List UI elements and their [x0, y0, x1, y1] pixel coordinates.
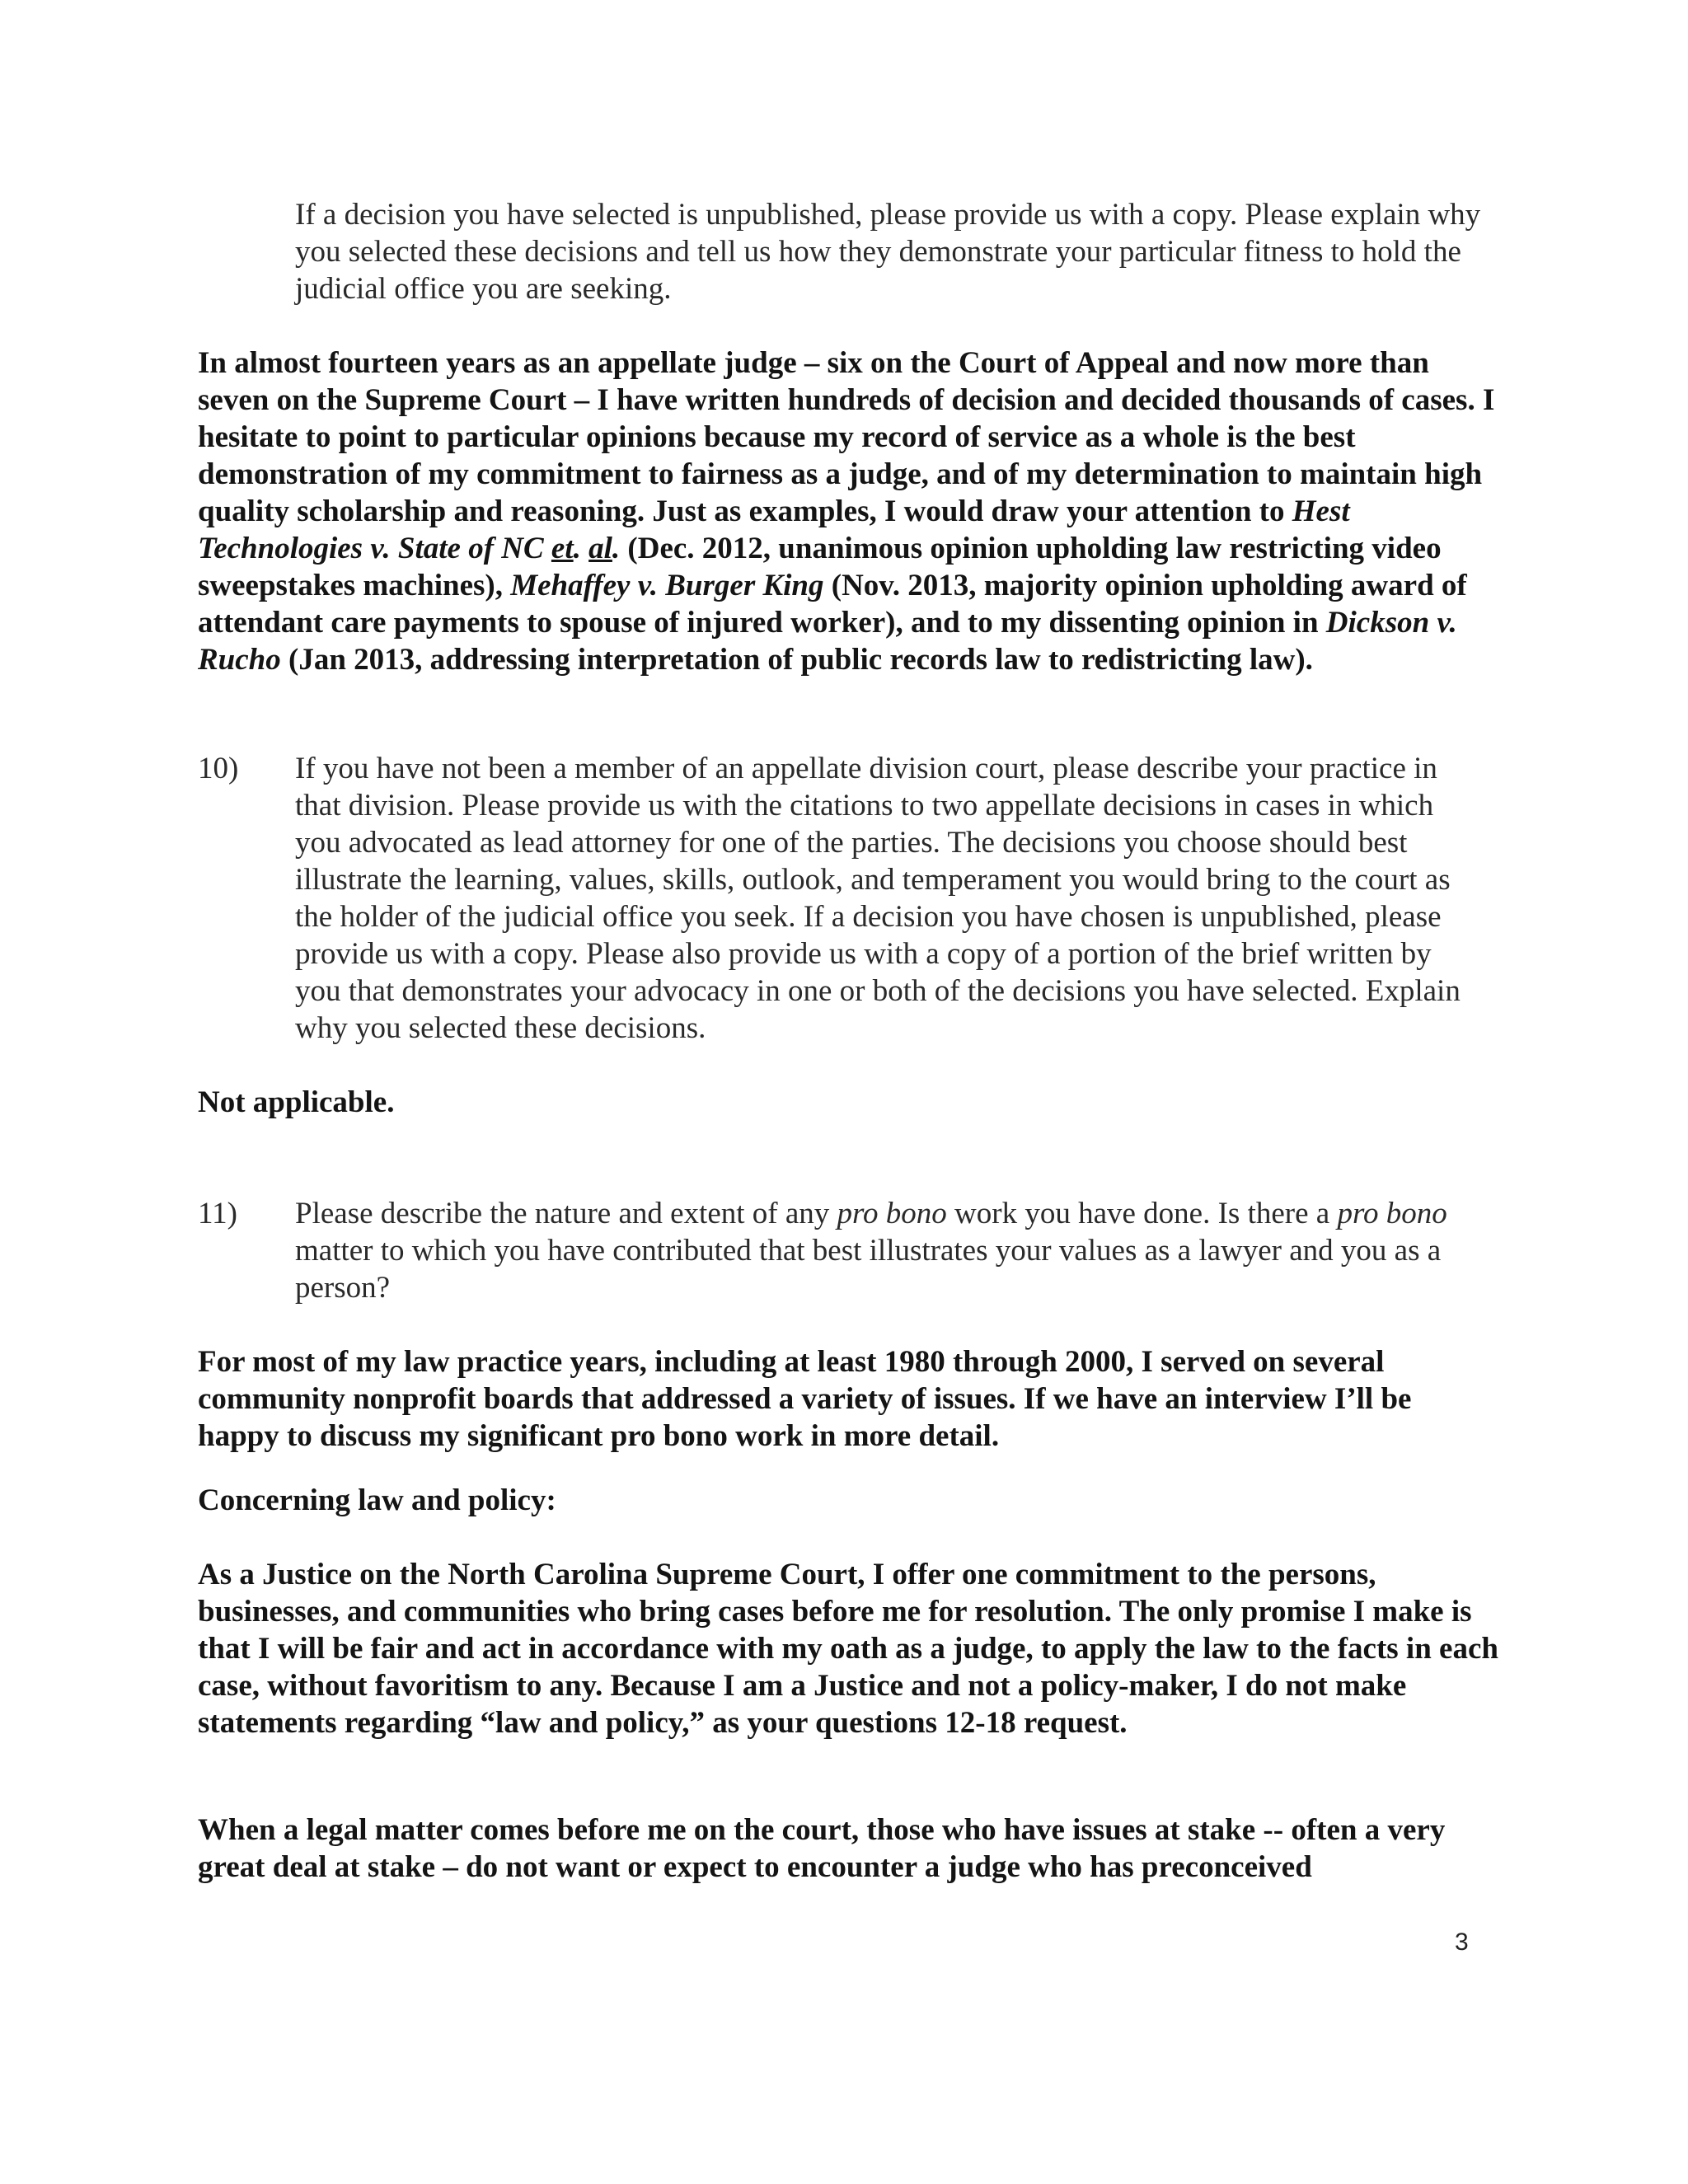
citation-al: al [588, 532, 612, 565]
page-number: 3 [1455, 1929, 1469, 1956]
answer-10: Not applicable. [198, 1085, 395, 1119]
question-11-text-1: Please describe the nature and extent of any [295, 1197, 837, 1230]
answer-9-text-2: (Dec. 2012, unanimous opinion upholding law restricting video sweepstakes machines), [198, 532, 1442, 602]
citation-dot-2: . [612, 532, 621, 565]
law-policy-paragraph-2: When a legal matter comes before me on the court, those who have issues at stake -- often a very great deal at stake – do not want or expect to encounter a judge who has preconceived [198, 1813, 1446, 1884]
answer-11: For most of my law practice years, including at least 1980 through 2000, I served on several community nonprofit boards that addressed a variety of issues. If we have an interview I’ll be happy to discuss my significant pro bono work in more detail. [198, 1345, 1412, 1453]
question-10-number: 10) [198, 752, 239, 785]
case-citation-hest: Hest Technologies v. State of NC [198, 494, 1350, 565]
answer-9-text-1: In almost fourteen years as an appellate judge – six on the Court of Appeal and now more than seven on the Supreme Court – I have written hundreds of decision and decided thousands of cases. I hesitate to point to particular opinions because my record of service as a whole is the best demonstration of my commitment to fairness as a judge, and of my determination to maintain high quality scholarship and reasoning. Just as examples, I would draw your attention to [198, 346, 1495, 528]
heading-law-and-policy: Concerning law and policy: [198, 1483, 556, 1517]
case-citation-mehaffey: Mehaffey v. Burger King [510, 569, 824, 602]
answer-9-paragraph [198, 344, 1500, 678]
question-9-continuation: If a decision you have selected is unpublished, please provide us with a copy. Please explain why you selected these decisions and tell us how they demonstrate your particular fitness to hold the judicial office you are seeking. [295, 198, 1481, 306]
question-11-text-2: work you have done. Is there a [946, 1197, 1338, 1230]
citation-et: et [551, 532, 574, 565]
question-10-text: If you have not been a member of an appellate division court, please describe your practice in that division. Please provide us with the citations to two appellate decisions in cases in which you advocated as lead attorney for one of the parties. The decisions you choose should best illustrate the learning, values, skills, outlook, and temperament you would bring to the court as the holder of the judicial office you seek. If a decision you have chosen is unpublished, please provide us with a copy. Please also provide us with a copy of a portion of the brief written by you that demonstrates your advocacy in one or both of the decisions you have selected. Explain why you selected these decisions. [295, 752, 1461, 1045]
citation-dot-1: . [573, 532, 581, 565]
case-citation-dickson: Dickson v. Rucho [198, 606, 1457, 677]
pro-bono-term-2: pro bono [1337, 1197, 1447, 1230]
law-policy-paragraph-1: As a Justice on the North Carolina Supreme Court, I offer one commitment to the persons, businesses, and communities who bring cases before me for resolution. The only promise I make is that I will be fair and act in accordance with my oath as a judge, to apply the law to the facts in each case, without favoritism to any. Because I am a Justice and not a policy-maker, I do not make statements regarding “law and policy,” as your questions 12-18 request. [198, 1558, 1498, 1740]
answer-9-text-3: (Nov. 2013, majority opinion upholding award of attendant care payments to spouse of injured worker), and to my dissenting opinion in [198, 569, 1467, 640]
question-11-text [295, 1195, 1482, 1306]
question-11-number: 11) [198, 1197, 237, 1230]
pro-bono-term-1: pro bono [837, 1197, 947, 1230]
question-11-text-3: matter to which you have contributed that best illustrates your values as a lawyer and you as a person? [295, 1234, 1442, 1305]
answer-9-text-4: (Jan 2013, addressing interpretation of public records law to redistricting law). [280, 643, 1313, 677]
